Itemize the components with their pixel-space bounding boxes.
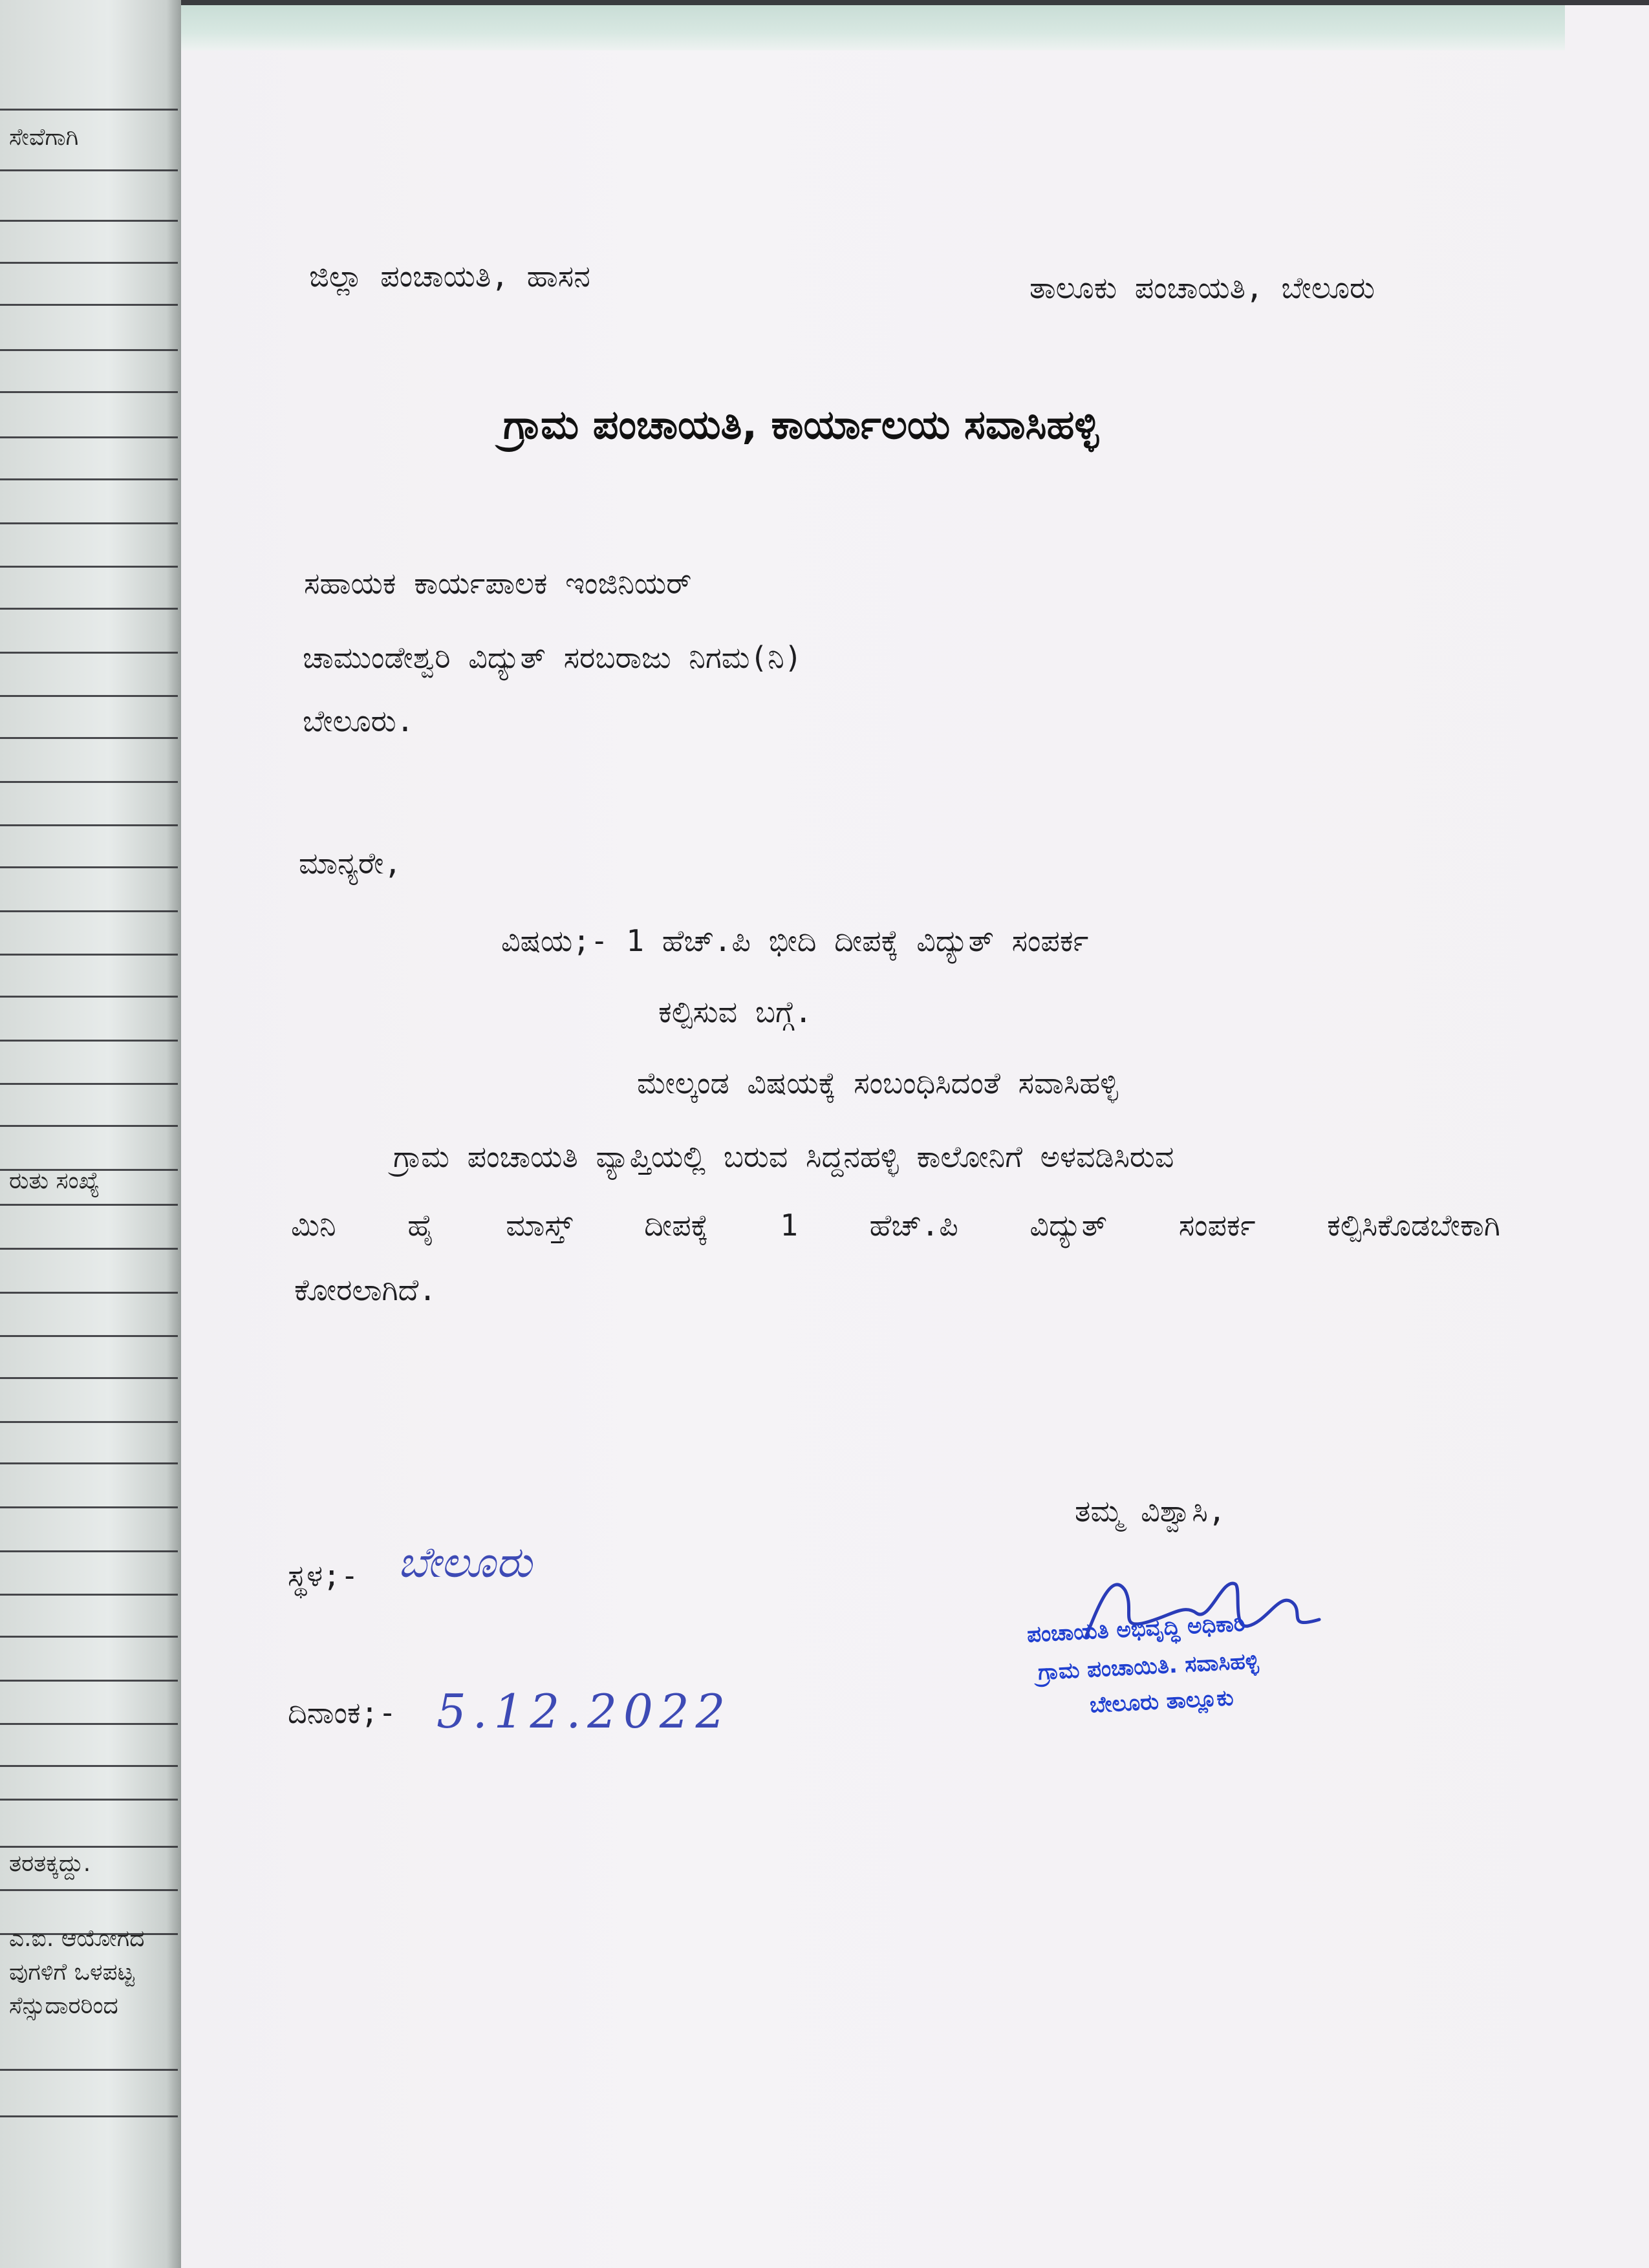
body-word: ಕಲ್ಪಿಸಿಕೊಡಬೇಕಾಗಿ bbox=[1327, 1208, 1500, 1243]
body-line-4: ಕೋರಲಾಗಿದೆ. bbox=[294, 1272, 436, 1307]
strip-label-bottom-4: ಸೆನ್ಸುದಾರರಿಂದ bbox=[9, 1993, 118, 2019]
strip-label-top: ಸೇವೆಗಾಗಿ bbox=[9, 124, 79, 151]
salutation: ಮಾನ್ಯರೇ, bbox=[299, 846, 402, 881]
strip-rule bbox=[0, 1506, 178, 1508]
strip-rule bbox=[0, 1083, 178, 1085]
strip-rule bbox=[0, 1765, 178, 1767]
strip-rule bbox=[0, 262, 178, 264]
closing: ತಮ್ಮ ವಿಶ್ವಾಸಿ, bbox=[1075, 1493, 1226, 1528]
body-word: 1 bbox=[780, 1208, 798, 1243]
strip-rule bbox=[0, 566, 178, 568]
strip-rule bbox=[0, 1377, 178, 1379]
strip-rule bbox=[0, 781, 178, 783]
strip-rule bbox=[0, 1421, 178, 1423]
strip-rule bbox=[0, 608, 178, 610]
strip-rule bbox=[0, 1292, 178, 1294]
body-word: ವಿದ್ಯುತ್ bbox=[1029, 1208, 1108, 1243]
strip-rule bbox=[0, 954, 178, 956]
body-word: ಹೆಚ್.ಪಿ bbox=[869, 1208, 958, 1243]
top-tinted-strip bbox=[175, 5, 1565, 50]
letterhead-right: ತಾಲೂಕು ಪಂಚಾಯತಿ, ಬೇಲೂರು bbox=[1029, 270, 1375, 305]
strip-rule bbox=[0, 695, 178, 697]
strip-rule bbox=[0, 2069, 178, 2071]
strip-rule bbox=[0, 1799, 178, 1801]
strip-rule bbox=[0, 391, 178, 393]
strip-rule bbox=[0, 737, 178, 739]
strip-rule bbox=[0, 1550, 178, 1552]
document-title: ಗ್ರಾಮ ಪಂಚಾಯತಿ, ಕಾರ್ಯಾಲಯ ಸವಾಸಿಹಳ್ಳಿ bbox=[503, 401, 1099, 448]
body-word: ಹೈ bbox=[407, 1208, 435, 1243]
strip-label-bottom-3: ವುಗಳಿಗೆ ಒಳಪಟ್ಟ bbox=[9, 1959, 135, 1985]
strip-rule bbox=[0, 1680, 178, 1682]
body-word: ಮಿನಿ bbox=[291, 1208, 336, 1243]
stamp-line-1: ಪಂಚಾಯತಿ ಅಭಿವೃದ್ಧಿ ಅಧಿಕಾರಿ bbox=[1026, 1610, 1246, 1648]
strip-rule bbox=[0, 522, 178, 524]
stamp-line-2: ಗ್ರಾಮ ಪಂಚಾಯಿತಿ. ಸವಾಸಿಹಳ್ಳಿ bbox=[1037, 1648, 1260, 1685]
strip-rule bbox=[0, 652, 178, 654]
strip-rule bbox=[0, 1889, 178, 1891]
letterhead-left: ಜಿಲ್ಲಾ ಪಂಚಾಯತಿ, ಹಾಸನ bbox=[309, 259, 590, 294]
body-line-3 bbox=[291, 1208, 1500, 1244]
subject-line-2: ಕಲ್ಪಿಸುವ ಬಗ್ಗೆ. bbox=[658, 994, 813, 1029]
strip-rule bbox=[0, 1125, 178, 1127]
strip-rule bbox=[0, 478, 178, 480]
strip-rule bbox=[0, 1248, 178, 1250]
strip-rule bbox=[0, 996, 178, 998]
scan-edge bbox=[0, 0, 1649, 5]
strip-rule bbox=[0, 1204, 178, 1206]
subject-line-1: ವಿಷಯ;- 1 ಹೆಚ್.ಪಿ ಭೀದಿ ದೀಪಕ್ಕೆ ವಿದ್ಯುತ್ ಸಂಪರ್ಕ bbox=[501, 923, 1089, 958]
strip-rule bbox=[0, 1846, 178, 1848]
strip-label-bottom-1: ತರತಕ್ಕದ್ದು. bbox=[9, 1850, 91, 1877]
body-line-1: ಮೇಲ್ಕಂಡ ವಿಷಯಕ್ಕೆ ಸಂಬಂಧಿಸಿದಂತೆ ಸವಾಸಿಹಳ್ಳಿ bbox=[637, 1065, 1119, 1100]
strip-rule bbox=[0, 349, 178, 351]
date-label: ದಿನಾಂಕ;- bbox=[288, 1695, 396, 1730]
strip-rule bbox=[0, 824, 178, 826]
strip-rule bbox=[0, 1040, 178, 1042]
strip-rule bbox=[0, 866, 178, 868]
strip-rule bbox=[0, 1723, 178, 1725]
strip-rule bbox=[0, 436, 178, 438]
strip-label-bottom-2: ಎ.ಐ. ಆಯೋಗದ bbox=[9, 1925, 145, 1952]
strip-rule bbox=[0, 304, 178, 306]
strip-rule bbox=[0, 910, 178, 912]
place-label: ಸ್ಥಳ;- bbox=[288, 1558, 359, 1593]
body-line-2: ಗ್ರಾಮ ಪಂಚಾಯತಿ ವ್ಯಾಪ್ತಿಯಲ್ಲಿ ಬರುವ ಸಿದ್ದನಹಳ್ಳಿ ಕಾಲೋನಿಗೆ ಅಳವಡಿಸಿರುವ bbox=[393, 1139, 1174, 1174]
strip-rule bbox=[0, 109, 178, 111]
strip-rule bbox=[0, 1594, 178, 1596]
strip-label-mid: ರುತು ಸಂಖ್ಯೆ bbox=[9, 1168, 100, 1194]
strip-rule bbox=[0, 1636, 178, 1638]
body-word: ದೀಪಕ್ಕೆ bbox=[644, 1208, 709, 1243]
recipient-line-1: ಸಹಾಯಕ ಕಾರ್ಯಪಾಲಕ ಇಂಜಿನಿಯರ್ bbox=[304, 566, 692, 601]
body-word: ಮಾಸ್ತ್ bbox=[506, 1208, 573, 1243]
recipient-line-2: ಚಾಮುಂಡೇಶ್ವರಿ ವಿದ್ಯುತ್ ಸರಬರಾಜು ನಿಗಮ(ನಿ) bbox=[303, 640, 803, 675]
strip-rule bbox=[0, 1462, 178, 1464]
side-register-strip bbox=[0, 0, 181, 2268]
strip-rule bbox=[0, 220, 178, 222]
recipient-line-3: ಬೇಲೂರು. bbox=[303, 703, 415, 738]
strip-rule bbox=[0, 1335, 178, 1337]
stamp-line-3: ಬೇಲೂರು ತಾಲ್ಲೂಕು bbox=[1089, 1685, 1234, 1718]
place-value-handwritten: ಬೇಲೂರು bbox=[398, 1537, 532, 1587]
body-word: ಸಂಪರ್ಕ bbox=[1178, 1208, 1256, 1243]
date-value-handwritten: 5.12.2022 bbox=[436, 1684, 732, 1738]
strip-rule bbox=[0, 169, 178, 171]
strip-rule bbox=[0, 2115, 178, 2117]
